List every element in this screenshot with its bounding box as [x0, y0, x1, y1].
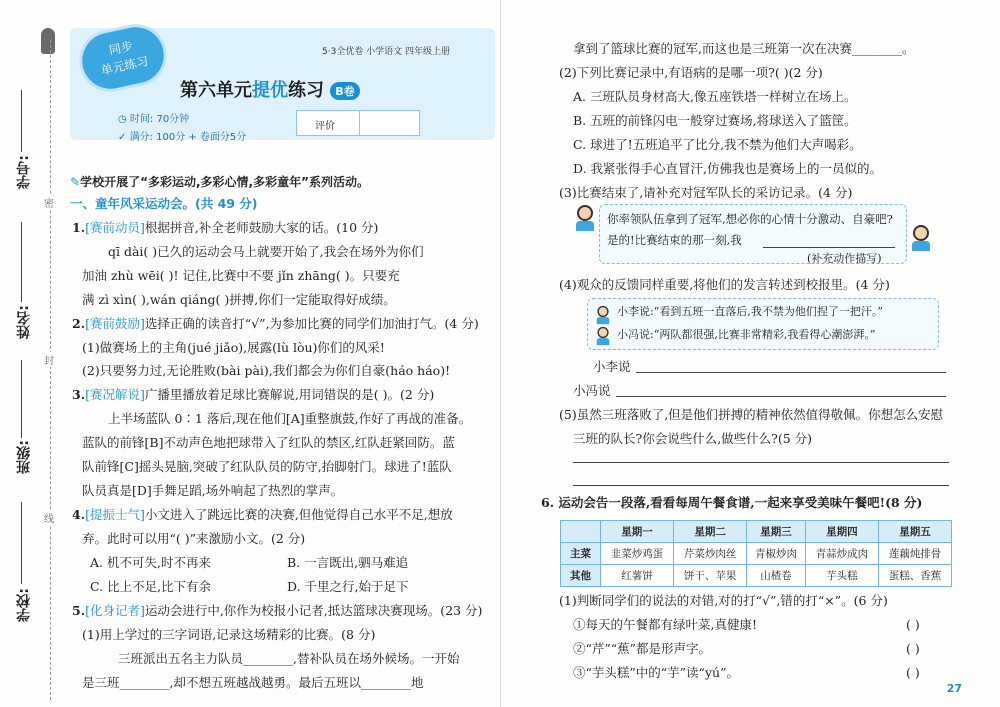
menu-cell: 饼干、苹果: [674, 565, 747, 587]
name-label: 姓名:: [16, 305, 32, 339]
xiaofeng-answer-line[interactable]: [616, 396, 946, 397]
section-1: 一、童年风采运动会。(共 49 分): [70, 196, 258, 211]
menu-cell: 青蒜炒成肉: [805, 543, 878, 565]
menu-day: 星期一: [601, 521, 674, 543]
q6-statement-1: ①每天的午餐都有绿叶菜,真健康!: [573, 617, 757, 632]
q5-text: 运动会进行中,你作为校报小记者,抵达篮球决赛现场。(23 分): [144, 603, 483, 618]
xiaofeng-quote: 小冯说:“两队都很强,比赛非常精彩,我看得心潮澎湃。”: [617, 328, 876, 341]
q5-line1: 三班派出五名主力队员________,替补队员在场外候场。一开始: [118, 651, 460, 666]
menu-corner: [561, 521, 601, 543]
q1-text: 根据拼音,补全老师鼓励大家的话。(10 分): [144, 220, 379, 235]
q2-prompt: 2.[赛前鼓励]选择正确的读音打“√”,为参加比赛的同学们加油打气。(4 分): [72, 316, 479, 331]
class-line: [21, 360, 22, 438]
r-q3: (3)比赛结束了,请补充对冠军队长的采访记录。(4 分): [559, 185, 853, 200]
menu-day: 星期四: [805, 521, 878, 543]
time-info: [118, 110, 189, 125]
q4-line2: 弃。此时可以用“( )”来激励小文。(2 分): [82, 531, 306, 546]
r-cont: 拿到了篮球比赛的冠军,而这也是三班第一次在决赛________。: [573, 41, 915, 56]
q3-tag: [赛况解说]: [85, 387, 145, 402]
binding-strip: [0, 0, 64, 707]
full-score-text: 满分: 100分 + 卷面分5分: [129, 132, 247, 143]
title-post: 练习: [288, 80, 324, 101]
time-text: 时间: 70分钟: [129, 114, 190, 125]
intro-text: 学校开展了“多彩运动,多彩心情,多彩童年”系列活动。: [80, 175, 369, 189]
menu-row-label: 主菜: [561, 543, 601, 565]
r-q2: (2)下列比赛记录中,有语病的是哪一项?( )(2 分): [559, 65, 823, 80]
q4-tag: [提振士气]: [85, 507, 145, 522]
q4-option-d: D. 千里之行,始于足下: [287, 579, 409, 594]
q1-tag: [赛前动员]: [85, 220, 145, 235]
r-q5-line2: 三班的队长?你会说些什么,做些什么?(5 分): [573, 431, 813, 446]
q6-prompt: 6. 运动会告一段落,看看每周午餐食谱,一起来享受美味午餐吧!(8 分): [541, 495, 923, 510]
answer-line: [763, 247, 895, 248]
q5-prompt: 5.[化身记者]运动会进行中,你作为校报小记者,抵达篮球决赛现场。(23 分): [72, 603, 483, 618]
evaluation-box: [296, 110, 420, 136]
reporter-avatar: [575, 205, 595, 231]
q2-tag: [赛前鼓励]: [85, 316, 145, 331]
class-label: 班级:: [16, 440, 32, 474]
lunch-menu-table: [560, 520, 952, 587]
menu-day: 星期三: [747, 521, 806, 543]
page-number: 27: [946, 682, 962, 695]
score-info: [118, 128, 246, 143]
xiaofeng-avatar: [596, 327, 610, 345]
menu-cell: 青椒炒肉: [747, 543, 806, 565]
menu-day: 星期二: [674, 521, 747, 543]
q2-item1: (1)做赛场上的主角(jué jiǎo),展露(lù lòu)你们的风采!: [82, 340, 385, 355]
q4-prompt: 4.[提振士气]小文进入了跳远比赛的决赛,但他觉得自己水平不足,想放: [72, 507, 453, 522]
clock-icon: ◷: [118, 114, 130, 125]
q1-line1: qī dài( )已久的运动会马上就要开始了,我会在场外为你们: [108, 244, 424, 259]
badge-line2: 单元练习: [99, 53, 150, 78]
menu-cell: 芋头糕: [805, 565, 878, 587]
q6-answer-2[interactable]: ( ): [906, 641, 920, 656]
school-line: [21, 502, 22, 584]
q3-line2: 蓝队的前锋[B]不动声色地把球带入了红队的禁区,红队赶紧回防。蓝: [82, 435, 455, 450]
q4-option-c: C. 比上不足,比下有余: [90, 579, 212, 594]
menu-cell: 蛋糕、香蕉: [878, 565, 951, 587]
badge-line1: 同步: [107, 38, 135, 58]
series-info: 5·3全优卷 小学语文 四年级上册: [322, 47, 451, 57]
q6-answer-3[interactable]: ( ): [906, 665, 920, 680]
xiaoli-answer-label: 小李说: [593, 359, 631, 374]
q6-statement-3: ③“芋头糕”中的“芋”读“yú”。: [573, 665, 739, 680]
q5-line2: 是三班________,却不想五班越战越勇。最后五班以________地: [82, 675, 424, 690]
q6-answer-1[interactable]: ( ): [906, 617, 920, 632]
r-q2-d: D. 我紧张得手心直冒汗,仿佛我也是赛场上的一员似的。: [573, 161, 882, 176]
menu-header-row: [561, 521, 952, 543]
q1-prompt: 1.[赛前动员]根据拼音,补全老师鼓励大家的话。(10 分): [72, 220, 379, 235]
q4-option-a: A. 机不可失,时不再来: [90, 555, 211, 570]
q6-statement-2: ②“芹”“蕉”都是形声字。: [573, 641, 712, 656]
q3-line1: 上半场蓝队 0∶1 落后,现在他们[A]重整旗鼓,作好了再战的准备。: [108, 411, 472, 426]
pencil-icon: ✎: [70, 175, 81, 189]
r-q2-b: B. 五班的前锋闪电一般穿过赛场,将球送入了篮筐。: [573, 113, 857, 128]
interview-hint: (补充动作描写): [807, 252, 882, 265]
xiaoli-answer-line[interactable]: [636, 372, 946, 373]
interview-question: 你率领队伍拿到了冠军,想必你的心情十分激动、自豪吧?: [607, 212, 893, 226]
captain-avatar: [911, 225, 931, 251]
q5-tag: [化身记者]: [85, 603, 145, 618]
q4-text: 小文进入了跳远比赛的决赛,但他觉得自己水平不足,想放: [144, 507, 453, 522]
xiaoli-avatar: [596, 306, 610, 324]
q5-sub1: (1)用上学过的三字词语,记录这场精彩的比赛。(8 分): [82, 627, 376, 642]
menu-row-label: 其他: [561, 565, 601, 587]
id-label: 学号:: [16, 155, 32, 189]
q1-line3: 满 zì xìn( ),wán qiáng( )拼搏,你们一定能取得好成绩。: [82, 292, 396, 307]
right-page: [500, 0, 1000, 707]
q2-item2: (2)只要努力过,无论胜败(bài pài),我们都会为你们自豪(háo háo)!: [82, 363, 451, 378]
bind-mark: 线: [44, 510, 54, 525]
check-icon: ✓: [118, 132, 130, 143]
menu-day: 星期五: [878, 521, 951, 543]
title-pre: 第六单元: [180, 80, 252, 101]
r-q5-line1: (5)虽然三班落败了,但是他们拼搏的精神依然值得敬佩。你想怎么安慰: [559, 407, 944, 422]
menu-cell: 红薯饼: [601, 565, 674, 587]
bind-mark: 密: [44, 195, 54, 210]
q3-prompt: 3.[赛况解说]广播里播放着足球比赛解说,用词错误的是( )。(2 分): [72, 387, 435, 402]
intro: [70, 173, 369, 191]
title-highlight: 提优: [252, 80, 288, 101]
bind-mark: 封: [44, 352, 54, 367]
menu-cell: 山楂卷: [747, 565, 806, 587]
school-label: 学校:: [16, 588, 32, 622]
menu-cell: 莲藕炖排骨: [878, 543, 951, 565]
q3-text: 广播里播放着足球比赛解说,用词错误的是( )。(2 分): [144, 387, 435, 402]
xiaoli-quote: 小李说:“看到五班一直落后,我不禁为他们捏了一把汗。”: [617, 305, 883, 318]
rocket-icon: [41, 28, 55, 54]
interview-answer: 是的!比赛结束的那一刻,我: [607, 233, 742, 247]
r-q5-answer-line2[interactable]: [573, 485, 949, 486]
name-line: [21, 222, 22, 302]
menu-cell: 芹菜炒肉丝: [674, 543, 747, 565]
id-line: [21, 90, 22, 152]
cut-line: [50, 40, 51, 700]
q3-line3: 队前锋[C]摇头晃脑,突破了红队队员的防守,抬脚射门。球进了!蓝队: [82, 459, 452, 474]
q1-line2: 加油 zhù wēi( )! 记住,比赛中不要 jǐn zhāng( )。只要充: [82, 268, 400, 283]
menu-cell: 韭菜炒鸡蛋: [601, 543, 674, 565]
r-q5-answer-line1[interactable]: [573, 462, 949, 463]
q4-option-b: B. 一言既出,驷马难追: [287, 555, 409, 570]
title-badge: B卷: [330, 82, 359, 100]
menu-row-main: [561, 543, 952, 565]
xiaofeng-answer-label: 小冯说: [573, 383, 611, 398]
r-q2-a: A. 三班队员身材高大,像五座铁塔一样树立在场上。: [573, 89, 857, 104]
r-q2-c: C. 球进了!五班追平了比分,我不禁为他们大声喝彩。: [573, 137, 862, 152]
r-q4: (4)观众的反馈同样重要,将他们的发言转述到校报里。(4 分): [559, 277, 890, 292]
q6-sub1: (1)判断同学们的说法的对错,对的打“√”,错的打“×”。(6 分): [559, 593, 888, 608]
page-title: [180, 76, 360, 102]
q2-text: 选择正确的读音打“√”,为参加比赛的同学们加油打气。(4 分): [144, 316, 479, 331]
menu-row-other: [561, 565, 952, 587]
q3-line4: 队员真是[D]手舞足蹈,场外响起了热烈的掌声。: [82, 483, 344, 498]
eval-label: 评价: [315, 121, 335, 132]
